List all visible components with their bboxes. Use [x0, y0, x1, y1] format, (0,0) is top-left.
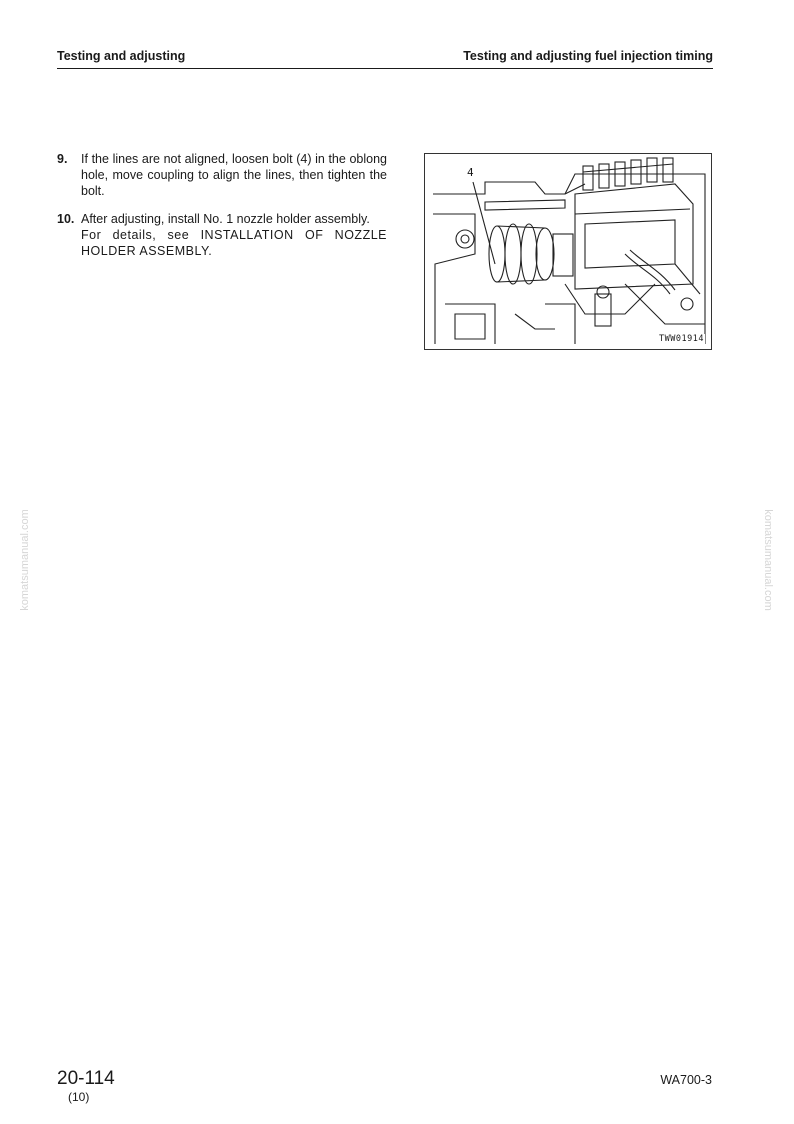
callout-bolt: 4	[467, 166, 474, 179]
revision-number: (10)	[68, 1090, 90, 1104]
step-text: After adjusting, install No. 1 nozzle holder assembly.	[81, 212, 370, 226]
pump-line-drawing	[425, 154, 711, 349]
step-number: 9.	[57, 152, 68, 166]
figure-id: TWW01914	[659, 334, 704, 344]
watermark-left: komatsumanual.com	[19, 509, 31, 611]
page-number: 20-114	[57, 1068, 115, 1089]
step-9	[57, 151, 387, 199]
topic-title: Testing and adjusting fuel injection timing	[463, 49, 713, 63]
procedure-steps	[57, 151, 387, 271]
running-header	[57, 48, 713, 69]
step-detail: For details, see INSTALLATION OF NOZZLE HOLDER ASSEMBLY.	[81, 228, 387, 258]
model-number: WA700-3	[660, 1073, 712, 1087]
step-10	[57, 211, 387, 259]
step-text: If the lines are not aligned, loosen bolt (4) in the oblong hole, move coupling to align the lines, then tighten the bolt.	[81, 152, 387, 198]
section-title: Testing and adjusting	[57, 49, 186, 63]
watermark-right: komatsumanual.com	[762, 509, 774, 611]
injection-pump-illustration	[424, 153, 712, 350]
step-number: 10.	[57, 212, 75, 226]
